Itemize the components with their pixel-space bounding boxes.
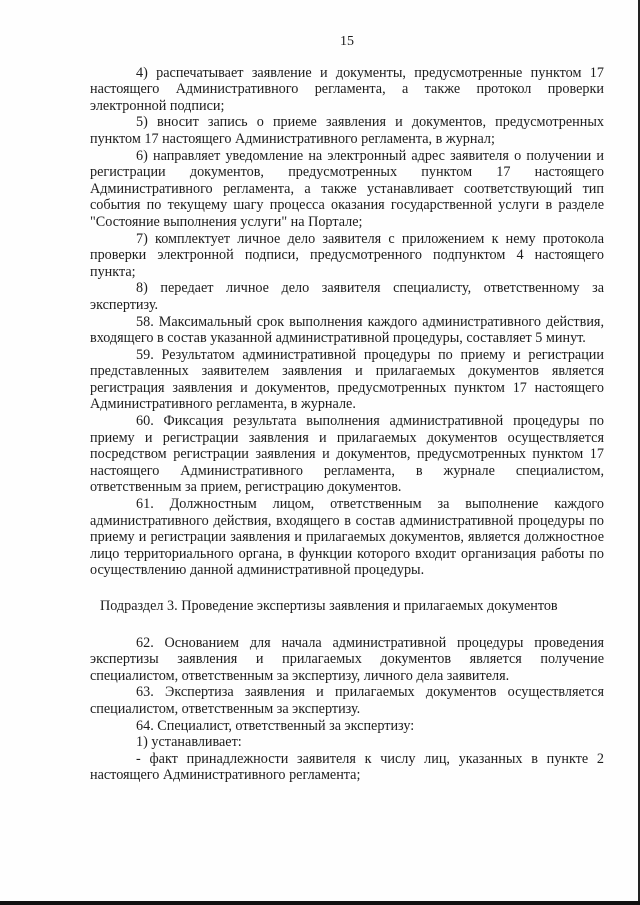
paragraph-64-item-1: 1) устанавливает: (136, 734, 242, 751)
paragraph-64-item-1-bullet: - факт принадлежности заявителя к числу лиц, указанных в пункте 2 настоящего Административного регламента; (90, 750, 604, 784)
paragraph-64: 64. Специалист, ответственный за экспертизу: (136, 717, 415, 734)
paragraph-59: 59. Результатом административной процедуры по приему и регистрации представленных заявителем заявления и прилагаемых документов является регистрация заявления и документов, предусмотренных пунктом 17 настоящего Административного регламента, в журнале. (90, 346, 604, 413)
paragraph-63: 63. Экспертиза заявления и прилагаемых документов осуществляется специалистом, ответственным за экспертизу. (90, 684, 604, 717)
scan-edge-bottom (0, 901, 640, 905)
paragraph-item-4: 4) распечатывает заявление и документы, предусмотренные пунктом 17 настоящего Административного регламента, а также протокол проверки электронной подписи; (90, 64, 604, 114)
page-number: 15 (340, 34, 354, 49)
paragraph-62: 62. Основанием для начала административной процедуры проведения экспертизы заявления и прилагаемых документов является получение специалистом, ответственным за экспертизу, личного дела заявителя. (90, 634, 604, 684)
subsection-heading: Подраздел 3. Проведение экспертизы заявления и прилагаемых документов (100, 598, 558, 614)
paragraph-60: 60. Фиксация результата выполнения административной процедуры по приему и регистрации заявления и прилагаемых документов осуществляется посредством регистрации заявления и документов, предусмотренных пунктом 17 настоящего Административного регламента, в журнале специалистом, ответственным за прием, регистрацию документов. (90, 413, 604, 496)
paragraph-item-5: 5) вносит запись о приеме заявления и документов, предусмотренных пунктом 17 настоящего Административного регламента, в журнал; (90, 114, 604, 147)
paragraph-item-8: 8) передает личное дело заявителя специалисту, ответственному за экспертизу. (90, 280, 604, 313)
paragraph-61: 61. Должностным лицом, ответственным за выполнение каждого административного действия, входящего в состав административной процедуры по приему и регистрации заявления и прилагаемых документов, является должностное лицо территориального органа, в функции которого входит организация работы по осуществлению данной административной процедуры. (90, 496, 604, 579)
paragraph-58: 58. Максимальный срок выполнения каждого административного действия, входящего в состав указанной административной процедуры, составляет 5 минут. (90, 313, 604, 347)
paragraph-item-7: 7) комплектует личное дело заявителя с приложением к нему протокола проверки электронной подписи, предусмотренного подпунктом 4 настоящего пункта; (90, 230, 604, 280)
paragraph-item-6: 6) направляет уведомление на электронный адрес заявителя о получении и регистрации документов, предусмотренных пунктом 17 настоящего Административного регламента, а также устанавливает соответствующий тип события по текущему шагу процесса оказания государственной услуги в разделе "Состояние выполнения услуги" на Портале; (90, 147, 604, 230)
